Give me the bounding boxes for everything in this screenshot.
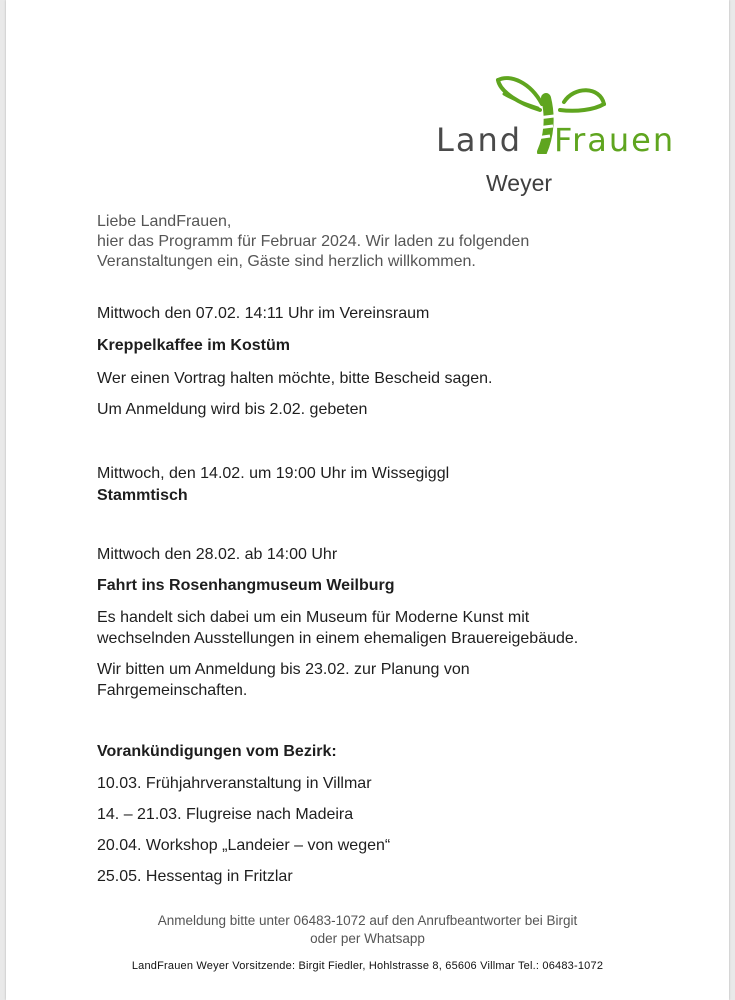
logo-location: Weyer: [486, 170, 553, 196]
announcement-item: 20.04. Workshop „Landeier – von wegen“: [97, 837, 391, 854]
event1-date: Mittwoch den 07.02. 14:11 Uhr im Vereinsraum: [97, 305, 430, 322]
event3-description: Es handelt sich dabei um ein Museum für Moderne Kunst mit: [97, 609, 530, 626]
event1-note: Um Anmeldung wird bis 2.02. gebeten: [97, 401, 368, 418]
logo-text-land: Land: [436, 121, 523, 159]
event2-date: Mittwoch, den 14.02. um 19:00 Uhr im Wissegiggl: [97, 465, 450, 482]
event2-title: Stammtisch: [97, 487, 188, 504]
intro-greeting: Liebe LandFrauen,: [97, 213, 232, 230]
announcement-item: 14. – 21.03. Flugreise nach Madeira: [97, 806, 354, 823]
event3-title: Fahrt ins Rosenhangmuseum Weilburg: [97, 577, 395, 594]
footer-line: Anmeldung bitte unter 06483-1072 auf den Anrufbeantworter bei Birgit: [157, 913, 578, 928]
intro-line: Veranstaltungen ein, Gäste sind herzlich willkommen.: [97, 253, 476, 270]
event3-registration: Wir bitten um Anmeldung bis 23.02. zur Planung von: [97, 661, 470, 678]
document-page: [6, 0, 729, 1000]
event3-description: wechselnden Ausstellungen in einem ehemaligen Brauereigebäude.: [97, 630, 579, 647]
footer-line: oder per Whatsapp: [310, 931, 425, 946]
registration-footer: [6, 912, 729, 948]
intro-line: hier das Programm für Februar 2024. Wir laden zu folgenden: [97, 233, 530, 250]
announcement-item: 25.05. Hessentag in Fritzlar: [97, 868, 293, 885]
logo-text-frauen: Frauen: [554, 121, 676, 159]
contact-footer: LandFrauen Weyer Vorsitzende: Birgit Fiedler, Hohlstrasse 8, 65606 Villmar Tel.: 06483-1072: [131, 960, 604, 972]
event1-title: Kreppelkaffee im Kostüm: [97, 337, 290, 354]
announcements-heading: Vorankündigungen vom Bezirk:: [97, 743, 337, 760]
event3-registration: Fahrgemeinschaften.: [97, 682, 248, 699]
landfrauen-logo: [430, 74, 680, 164]
announcement-item: 10.03. Frühjahrveranstaltung in Villmar: [97, 775, 372, 792]
intro-text: [97, 212, 529, 272]
event1-note: Wer einen Vortrag halten möchte, bitte Bescheid sagen.: [97, 370, 493, 387]
event3-date: Mittwoch den 28.02. ab 14:00 Uhr: [97, 546, 338, 563]
